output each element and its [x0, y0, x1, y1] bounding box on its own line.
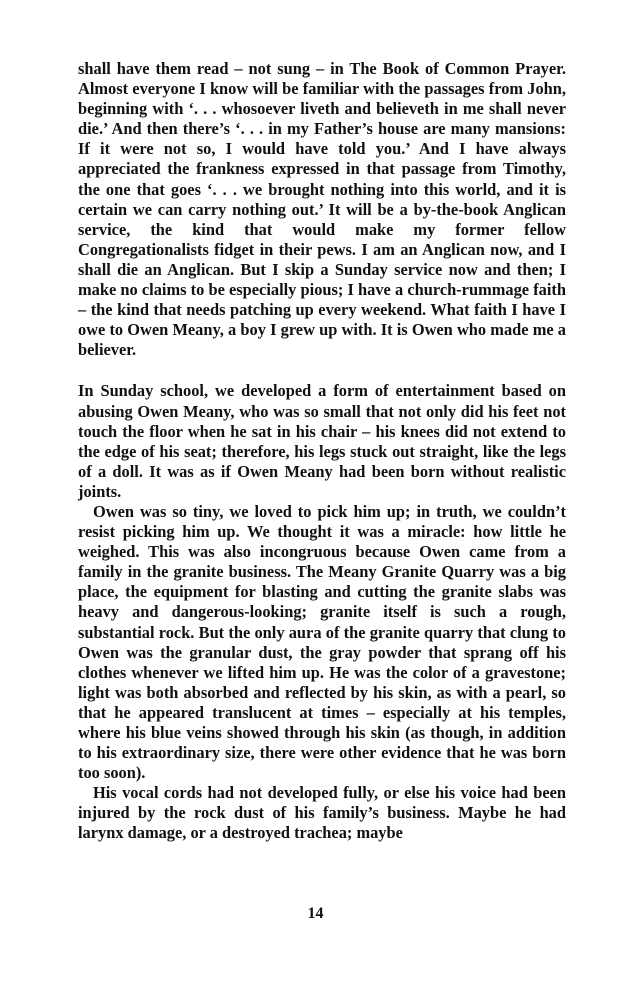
book-page: [78, 59, 566, 844]
page-number: 14: [307, 905, 324, 922]
paragraph-funeral-service: shall have them read – not sung – in The Book of Common Prayer. Almost everyone I know will be familiar with the passages from John, beginning with ‘. . . whosoever liveth and believeth in me shall never die.’ And then there’s ‘. . . in my Father’s house are many mansions: If it were not so, I would have told you.’ And I have always appreciated the frankness expressed in that passage from Timothy, the one that goes ‘. . . we brought nothing into this world, and it is certain we can carry nothing out.’ It will be a by-the-book Anglican service, the kind that would make my former fellow Congregationalists fidget in their pews. I am an Anglican now, and I shall die an Anglican. But I skip a Sunday service now and then; I make no claims to be especially pious; I have a church-rummage faith – the kind that needs patching up every weekend. What faith I have I owe to Owen Meany, a boy I grew up with. It is Owen who made me a believer.: [78, 59, 566, 360]
paragraph-break: [78, 360, 566, 381]
paragraph-owen-tiny: Owen was so tiny, we loved to pick him up; in truth, we couldn’t resist picking him up. We thought it was a miracle: how little he weighed. This was also incongruous because Owen came from a family in the granite business. The Meany Granite Quarry was a big place, the equipment for blasting and cutting the granite slabs was heavy and dangerous-looking; granite itself is such a rough, substantial rock. But the only aura of the granite quarry that clung to Owen was the granular dust, the gray powder that sprang off his clothes whenever we lifted him up. He was the color of a gravestone; light was both absorbed and reflected by his skin, as with a pearl, so that he appeared translucent at times – especially at his temples, where his blue veins showed through his skin (as though, in addition to his extraordinary size, there were other evidence that he was born too soon).: [78, 501, 566, 783]
paragraph-vocal-cords: His vocal cords had not developed fully, or else his voice had been injured by the rock dust of his family’s business. Maybe he had larynx damage, or a destroyed trachea; maybe: [78, 783, 566, 843]
paragraph-sunday-school: In Sunday school, we developed a form of entertainment based on abusing Owen Meany, who was so small that not only did his feet not touch the floor when he sat in his chair – his knees did not extend to the edge of his seat; therefore, his legs stuck out straight, like the legs of a doll. It was as if Owen Meany had been born without realistic joints.: [78, 381, 566, 501]
